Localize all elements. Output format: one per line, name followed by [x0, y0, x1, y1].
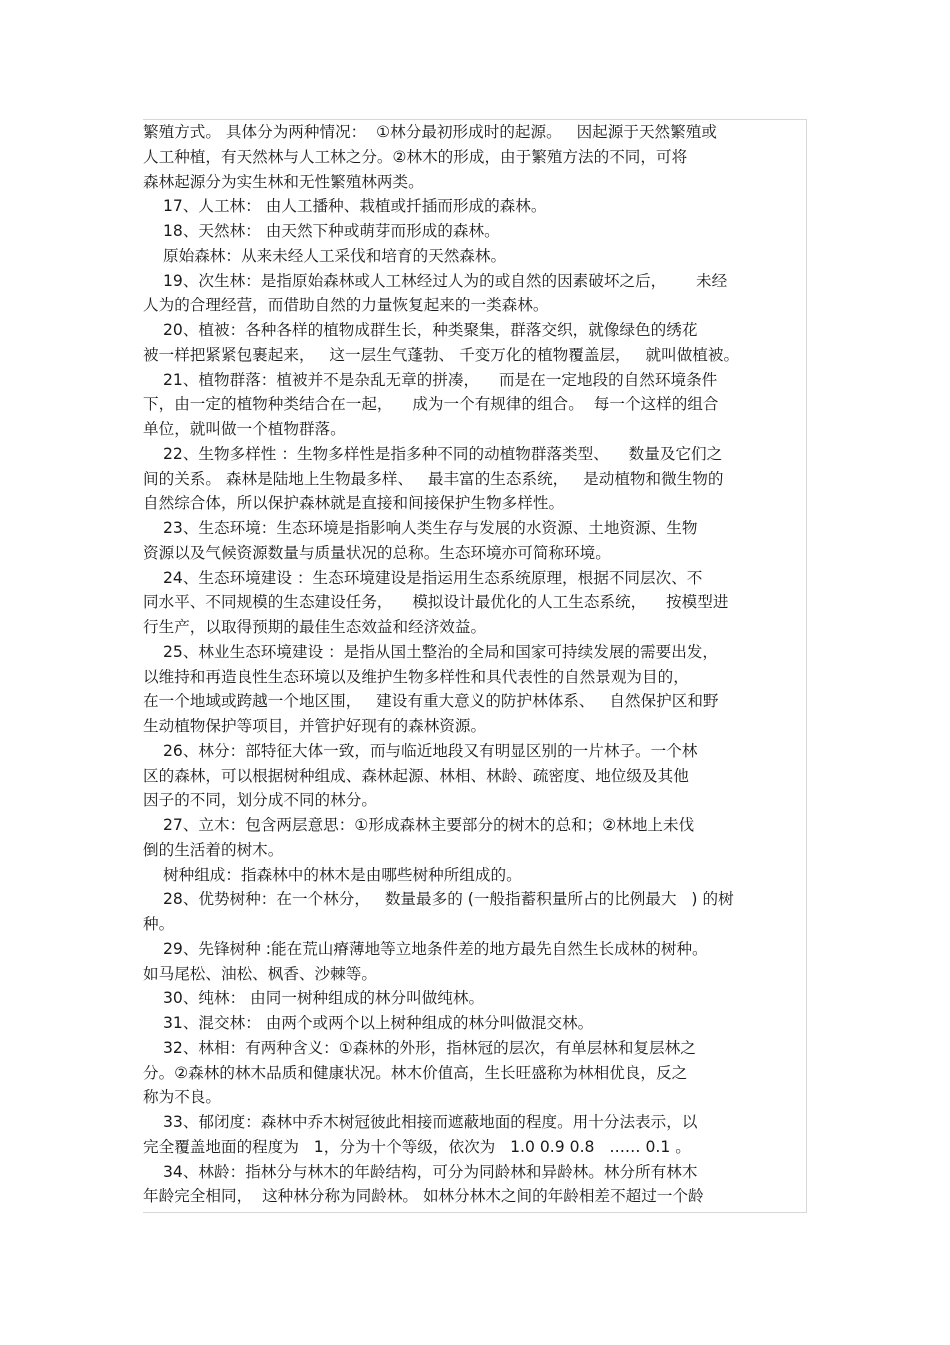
text-line: 20、植被：各种各样的植物成群生长，种类聚集，群落交织，就像绿色的绣花: [163, 321, 698, 339]
text-line: 被一样把紧紧包裹起来， 这一层生气蓬勃、 千变万化的植物覆盖层， 就叫做植被。: [143, 345, 740, 364]
text-line: 22、生物多样性 ：生物多样性是指多种不同的动植物群落类型、 数量及它们之: [163, 444, 723, 463]
text-line: 行生产，以取得预期的最佳生态效益和经济效益。: [143, 618, 487, 636]
text-line: 23、生态环境：生态环境是指影响人类生存与发展的水资源、土地资源、生物: [163, 519, 698, 537]
text-line: 34、林龄：指林分与林木的年龄结构，可分为同龄林和异龄林。林分所有林木: [163, 1162, 698, 1181]
text-line: 原始森林：从来未经人工采伐和培育的天然森林。: [163, 246, 507, 265]
text-line: 种。: [143, 915, 175, 933]
text-line: 19、次生林：是指原始森林或人工林经过人为的或自然的因素破坏之后， 未经: [163, 271, 728, 290]
text-line: 27、立木：包含两层意思：①形成森林主要部分的树木的总和；②林地上未伐: [163, 816, 695, 834]
text-line: 28、优势树种：在一个林分， 数量最多的 (一般指蓄积量所占的比例最大 ) 的树: [163, 890, 734, 909]
text-line: 倒的生活着的树木。: [143, 840, 284, 859]
text-line: 在一个地域或跨越一个地区围， 建设有重大意义的防护林体系、 自然保护区和野: [143, 692, 719, 711]
text-line: 生动植物保护等项目，并管护好现有的森林资源。: [143, 717, 487, 735]
text-line: 33、郁闭度：森林中乔木树冠彼此相接而遮蔽地面的程度。用十分法表示，以: [163, 1113, 698, 1131]
text-line: 资源以及气候资源数量与质量状况的总称。生态环境亦可简称环境。: [143, 543, 611, 562]
text-line: 24、生态环境建设 ：生态环境建设是指运用生态系统原理，根据不同层次、不: [163, 568, 703, 587]
text-line: 29、先锋树种 :能在荒山瘠薄地等立地条件差的地方最先自然生长成林的树种。: [163, 939, 708, 958]
text-line: 单位，就叫做一个植物群落。: [143, 420, 346, 438]
text-line: 年龄完全相同， 这种林分称为同龄林。 如林分林木之间的年龄相差不超过一个龄: [143, 1187, 704, 1206]
text-line: 18、天然林： 由天然下种或萌芽而形成的森林。: [163, 222, 500, 240]
text-line: 人为的合理经营，而借助自然的力量恢复起来的一类森林。: [143, 296, 549, 315]
text-line: 31、混交林： 由两个或两个以上树种组成的林分叫做混交林。: [163, 1014, 594, 1032]
text-body: [143, 119, 807, 1213]
text-line: 下，由一定的植物种类结合在一起， 成为一个有规律的组合。 每一个这样的组合: [143, 395, 719, 414]
text-line: 完全覆盖地面的程度为 1，分为十个等级，依次为 1.0 0.9 0.8 …… 0.1 。: [143, 1137, 691, 1156]
text-line: 如马尾松、油松、枫香、沙棘等。: [143, 964, 377, 983]
text-line: 25、林业生态环境建设 ：是指从国土整治的全局和国家可持续发展的需要出发，: [163, 642, 718, 661]
text-line: 自然综合体，所以保护森林就是直接和间接保护生物多样性。: [143, 494, 565, 513]
text-line: 32、林相：有两种含义：①森林的外形，指林冠的层次，有单层林和复层林之: [163, 1038, 696, 1057]
text-line: 以维持和再造良性生态环境以及维护生物多样性和具代表性的自然景观为目的，: [143, 667, 689, 686]
text-line: 21、植物群落：植被并不是杂乱无章的拼凑， 而是在一定地段的自然环境条件: [163, 370, 718, 389]
text-line: 区的森林，可以根据树种组成、森林起源、林相、林龄、疏密度、地位级及其他: [143, 766, 689, 785]
text-line: 同水平、不同规模的生态建设任务， 模拟设计最优化的人工生态系统， 按模型进: [143, 593, 729, 612]
text-line: 因子的不同，划分成不同的林分。: [143, 791, 377, 810]
text-line: 森林起源分为实生林和无性繁殖林两类。: [143, 172, 424, 191]
text-line: 间的关系。 森林是陆地上生物最多样、 最丰富的生态系统， 是动植物和微生物的: [143, 469, 724, 488]
text-line: 17、人工林： 由人工播种、栽植或扦插而形成的森林。: [163, 197, 547, 216]
text-line: 分。②森林的林木品质和健康状况。林木价值高，生长旺盛称为林相优良，反之: [143, 1063, 688, 1082]
text-line: 树种组成：指森林中的林木是由哪些树种所组成的。: [163, 865, 522, 884]
text-line: 称为不良。: [143, 1088, 221, 1107]
text-line: 26、林分：部特征大体一致，而与临近地段又有明显区别的一片林子。一个林: [163, 741, 698, 760]
text-line: 人工种植，有天然林与人工林之分。②林木的形成，由于繁殖方法的不同，可将: [143, 147, 688, 166]
text-line: 30、纯林： 由同一树种组成的林分叫做纯林。: [163, 989, 485, 1008]
text-line: 繁殖方式。 具体分为两种情况： ①林分最初形成时的起源。 因起源于天然繁殖或: [143, 123, 717, 141]
